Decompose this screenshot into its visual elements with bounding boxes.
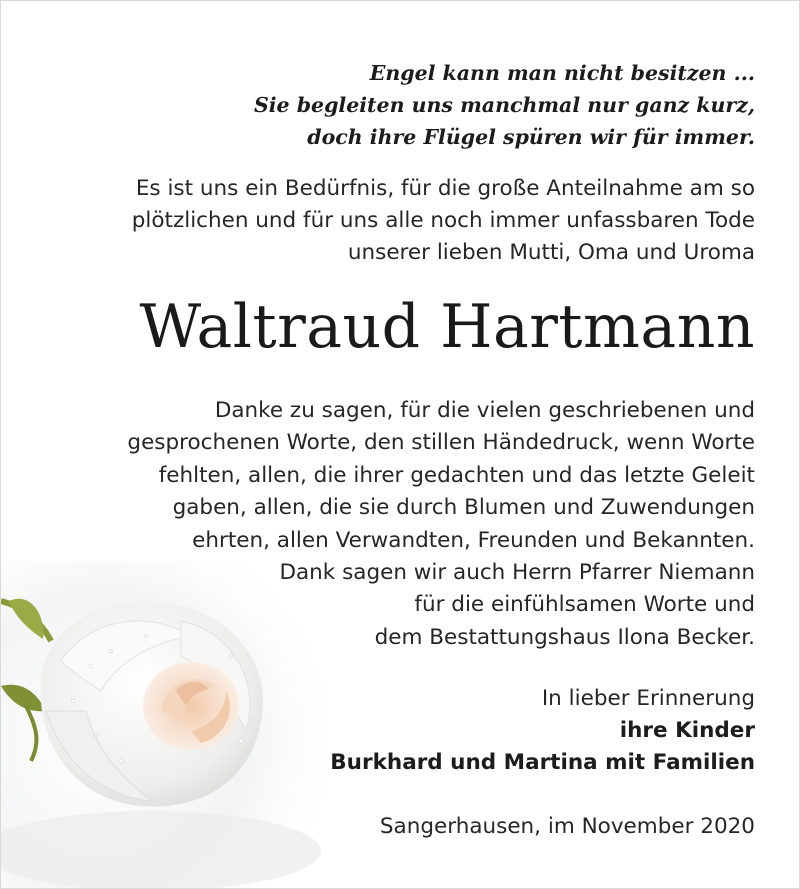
intro-line: plötzlichen und für uns alle noch immer unfassbaren Tode — [131, 208, 755, 233]
intro-line: Es ist uns ein Bedürfnis, für die große Anteilnahme am so — [135, 176, 755, 201]
place-date: Sangerhausen, im November 2020 — [379, 814, 755, 839]
children-line: ihre Kinder — [619, 718, 755, 743]
motto-line: Sie begleiten uns manchmal nur ganz kurz, — [253, 93, 755, 117]
motto-line: doch ihre Flügel spüren wir für immer. — [307, 125, 755, 149]
signature-block — [330, 683, 755, 779]
motto-line: Engel kann man nicht besitzen ... — [369, 61, 755, 85]
thanks-line: Dank sagen wir auch Herrn Pfarrer Niemann — [279, 560, 755, 586]
thanks-line: Danke zu sagen, für die vielen geschriebenen und — [214, 398, 755, 423]
thanks-line: fehlten, allen, die ihrer gedachten und das letzte Geleit — [158, 462, 755, 488]
thanks-line: gesprochenen Worte, den stillen Händedruck, wenn Worte — [127, 430, 755, 456]
thanks-line: ehrten, allen Verwandten, Freunden und Bekannten. — [192, 527, 755, 553]
deceased-name: Waltraud Hartmann — [139, 292, 755, 362]
motto-quote — [254, 57, 755, 153]
thanks-text — [127, 395, 755, 654]
thanks-line: gaben, allen, die sie durch Blumen und Zuwendungen — [172, 495, 755, 521]
thanks-line: für die einfühlsamen Worte und — [414, 592, 755, 618]
intro-line: unserer lieben Mutti, Oma und Uroma — [347, 240, 755, 265]
thanks-line: dem Bestattungshaus Ilona Becker. — [374, 624, 755, 650]
remembrance-line: In lieber Erinnerung — [541, 686, 755, 711]
family-line: Burkhard und Martina mit Familien — [330, 750, 755, 775]
intro-text — [132, 173, 755, 269]
